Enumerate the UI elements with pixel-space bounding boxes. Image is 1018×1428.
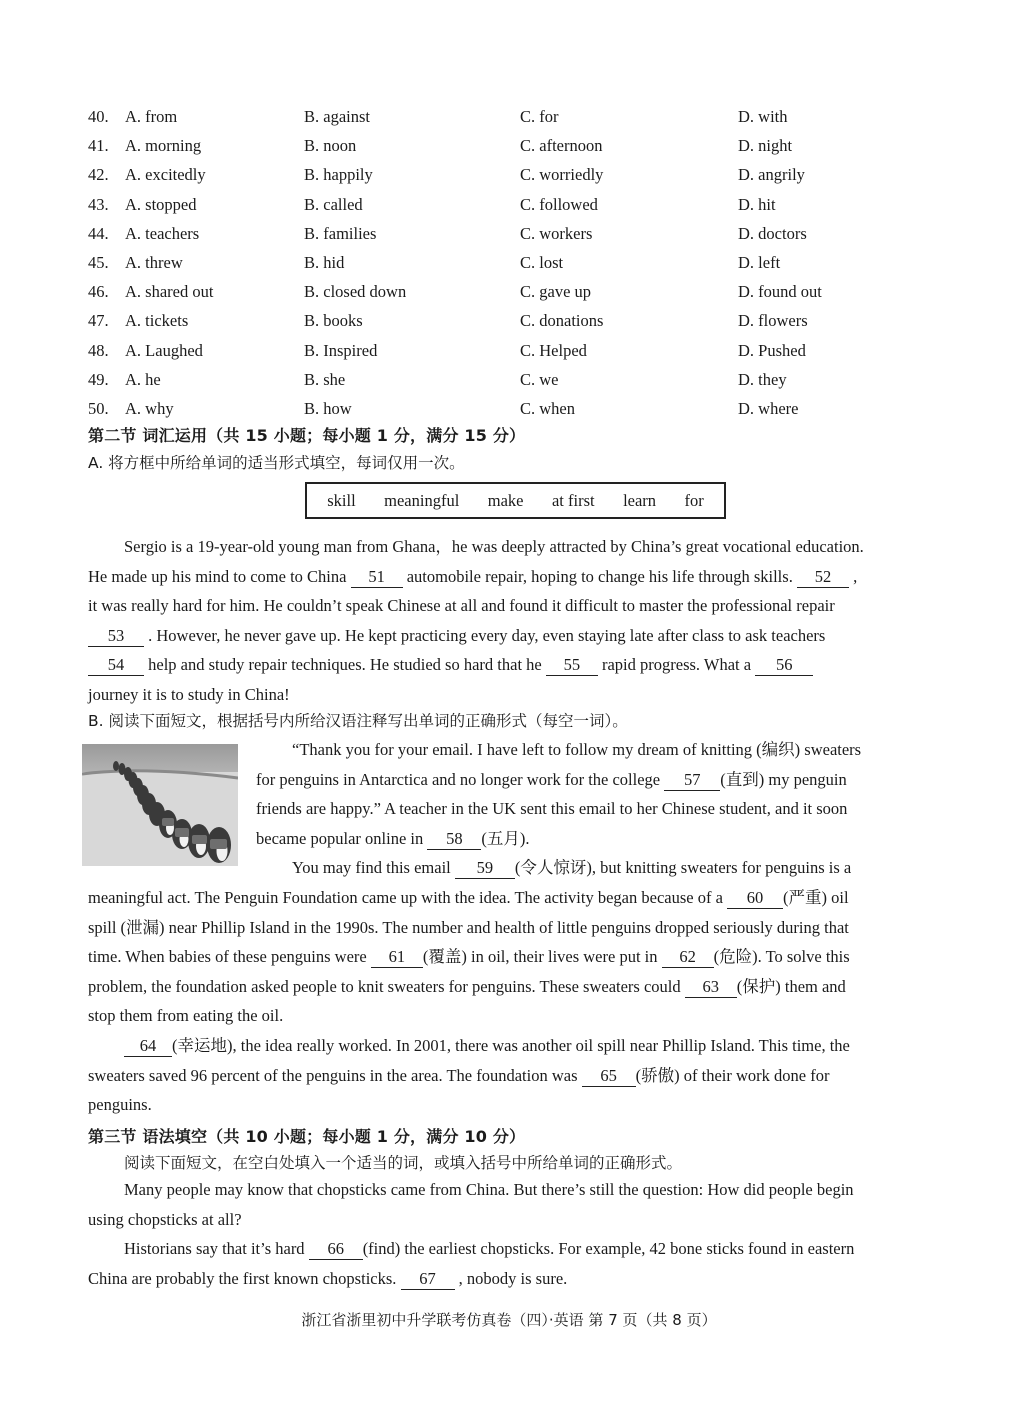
mcq-row [88,102,948,131]
option-a[interactable]: A. excitedly [125,165,206,185]
passage-line [88,1031,944,1061]
passage-c [88,1175,944,1293]
text-run: automobile repair, hoping to change his life through skills. [402,566,797,586]
option-d[interactable]: D. doctors [738,223,807,243]
question-number: 48. [88,340,109,360]
option-a[interactable]: A. Laughed [125,340,203,360]
mcq-row [88,160,948,189]
text-run: , [848,566,858,586]
option-d[interactable]: D. left [738,252,781,272]
option-b[interactable]: B. called [304,194,363,214]
text-run: (五月). [481,828,530,848]
word-item: at first [551,490,595,510]
question-number: 44. [88,223,109,243]
section3-instruction: 阅读下面短文，在空白处填入一个适当的词，或填入括号中所给单词的正确形式。 [124,1154,683,1172]
option-b[interactable]: B. against [304,107,370,126]
word-item: for [684,490,704,510]
text-run: Historians say that it’s hard [124,1239,309,1259]
word-item: learn [623,490,657,510]
option-c[interactable]: C. donations [520,311,604,331]
passage-line: Sergio is a 19-year-old young man from Ghana，he was deeply attracted by China’s great vocational education. [124,537,864,556]
option-d[interactable]: D. angrily [738,165,805,185]
passage-line [88,765,944,795]
option-c[interactable]: C. afternoon [520,136,603,156]
option-b[interactable]: B. hid [304,252,345,272]
question-number: 49. [88,369,109,389]
text-run: (find) the earliest chopsticks. For example, 42 bone sticks found in eastern [362,1239,855,1259]
text-run: He made up his mind to come to China [88,566,351,586]
passage-line: journey it is to study in China! [88,684,290,704]
mcq-options [88,102,948,423]
passage-line: penguins. [88,1095,152,1115]
question-number: 43. [88,194,109,214]
text-run: (严重) oil [783,887,849,907]
text-run: (令人惊讶), but knitting sweaters for penguins is a [514,858,852,878]
mcq-row [88,394,948,423]
blank-62[interactable]: 62 [662,947,714,968]
passage-line: Many people may know that chopsticks came from China. But there’s still the question: How did people begin [124,1180,854,1199]
passage-line [88,972,944,1002]
option-a[interactable]: A. morning [125,136,202,156]
section2-instruction-b: B. 阅读下面短文，根据括号内所给汉语注释写出单词的正确形式（每空一词）。 [88,712,628,730]
option-d[interactable]: D. hit [738,194,776,214]
blank-56[interactable]: 56 [755,655,813,676]
question-number: 41. [88,136,109,156]
option-a[interactable]: A. stopped [125,194,197,214]
option-c[interactable]: C. followed [520,194,598,214]
mcq-row [88,365,948,394]
option-b[interactable]: B. how [304,398,352,418]
passage-line [88,1264,944,1294]
option-a[interactable]: A. tickets [125,311,189,331]
text-run: (保护) them and [736,976,846,996]
option-b[interactable]: B. she [304,369,346,389]
blank-55[interactable]: 55 [546,655,598,676]
blank-61[interactable]: 61 [371,947,423,968]
text-run: (直到) my penguin [720,769,847,789]
option-a[interactable]: A. why [125,398,174,418]
mcq-row [88,336,948,365]
passage-line [88,1061,944,1091]
word-item: meaningful [384,490,460,510]
mcq-row [88,190,948,219]
option-d[interactable]: D. they [738,369,787,389]
passage-b [88,735,944,1120]
text-run: meaningful act. The Penguin Foundation came up with the idea. The activity began because of a [88,887,728,907]
text-run: You may find this email [292,858,455,878]
option-d[interactable]: D. with [738,107,788,126]
option-a[interactable]: A. teachers [125,223,200,243]
option-b[interactable]: B. families [304,223,377,243]
option-d[interactable]: D. flowers [738,311,808,331]
passage-line [88,883,944,913]
blank-57[interactable]: 57 [664,770,720,791]
blank-51[interactable]: 51 [351,567,403,588]
passage-line [88,942,944,972]
option-b[interactable]: B. Inspired [304,340,378,360]
text-run: . However, he never gave up. He kept practicing every day, even staying late after class to ask teachers [144,625,826,645]
text-run: problem, the foundation asked people to knit sweaters for penguins. These sweaters could [88,976,685,996]
question-number: 50. [88,398,109,418]
option-b[interactable]: B. happily [304,165,373,185]
option-a[interactable]: A. he [125,369,161,389]
option-c[interactable]: C. for [520,107,559,126]
mcq-row [88,131,948,160]
page-footer: 浙江省浙里初中升学联考仿真卷（四）·英语 第 7 页（共 8 页） [301,1311,717,1329]
text-run: help and study repair techniques. He studied so hard that he [144,655,546,675]
option-c[interactable]: C. we [520,369,559,389]
option-d[interactable]: D. Pushed [738,340,806,360]
section2-instruction-a: A. 将方框中所给单词的适当形式填空，每词仅用一次。 [88,454,465,472]
question-number: 45. [88,252,109,272]
mcq-row [88,248,948,277]
blank-59[interactable]: 59 [455,858,515,879]
passage-line: friends are happy.” A teacher in the UK sent this email to her Chinese student, and it soon [256,799,848,819]
option-c[interactable]: C. lost [520,252,564,272]
text-run: , nobody is sure. [454,1268,568,1288]
passage-line [88,1234,944,1264]
passage-line [88,621,944,651]
word-item: make [487,490,524,510]
blank-65[interactable]: 65 [582,1066,636,1087]
text-run: time. When babies of these penguins were [88,947,371,967]
blank-64[interactable]: 64 [124,1036,172,1057]
option-b[interactable]: B. books [304,311,363,331]
option-d[interactable]: D. where [738,398,799,418]
text-run: for penguins in Antarctica and no longer work for the college [256,769,665,789]
option-c[interactable]: C. gave up [520,282,592,302]
question-number: 42. [88,165,109,185]
option-c[interactable]: C. when [520,398,575,418]
text-run: (骄傲) of their work done for [635,1065,830,1085]
passage-line: using chopsticks at all? [88,1209,242,1229]
blank-63[interactable]: 63 [685,977,737,998]
option-a[interactable]: A. threw [125,252,183,272]
option-a[interactable]: A. shared out [125,282,214,302]
passage-line [88,562,944,592]
blank-58[interactable]: 58 [427,829,481,850]
question-number: 46. [88,282,109,302]
mcq-row [88,219,948,248]
option-b[interactable]: B. noon [304,136,357,156]
blank-52[interactable]: 52 [797,567,849,588]
option-d[interactable]: D. found out [738,282,822,302]
passage-line: spill (泄漏) near Phillip Island in the 1990s. The number and health of little penguins dropped seriously during that [88,917,849,937]
word-box [305,482,726,519]
blank-66[interactable]: 66 [309,1239,363,1260]
text-run: sweaters saved 96 percent of the penguins in the area. The foundation was [88,1065,582,1085]
option-c[interactable]: C. Helped [520,340,587,360]
text-run: (幸运地), the idea really worked. In 2001, there was another oil spill near Phillip Island. This time, the [172,1035,850,1055]
passage-a [88,532,944,710]
passage-line [88,650,944,680]
option-c[interactable]: C. worriedly [520,165,604,185]
passage-line: it was really hard for him. He couldn’t speak Chinese at all and found it difficult to master the professional repair [88,596,835,616]
blank-53[interactable]: 53 [88,626,144,647]
word-item: skill [327,490,356,510]
passage-line: “Thank you for your email. I have left to follow my dream of knitting (编织) sweaters [292,740,862,759]
text-run: (覆盖) in oil, their lives were put in [422,947,662,967]
blank-67[interactable]: 67 [401,1269,455,1290]
section2-heading: 第二节 词汇运用（共 15 小题；每小题 1 分，满分 15 分） [88,426,526,445]
blank-60[interactable]: 60 [727,888,783,909]
question-number: 47. [88,311,109,331]
passage-line [88,853,944,883]
passage-line: stop them from eating the oil. [88,1006,284,1026]
text-run: (危险). To solve this [713,947,850,967]
blank-54[interactable]: 54 [88,655,144,676]
mcq-row [88,277,948,306]
text-run: rapid progress. What a [597,655,756,675]
option-a[interactable]: A. from [125,107,178,126]
text-run: China are probably the first known chopsticks. [88,1268,401,1288]
mcq-row [88,306,948,335]
section3-heading: 第三节 语法填空（共 10 小题；每小题 1 分，满分 10 分） [88,1127,526,1146]
passage-line [88,824,944,854]
text-run: became popular online in [256,828,428,848]
option-b[interactable]: B. closed down [304,282,407,302]
question-number: 40. [88,107,109,126]
option-c[interactable]: C. workers [520,223,593,243]
option-d[interactable]: D. night [738,136,793,156]
